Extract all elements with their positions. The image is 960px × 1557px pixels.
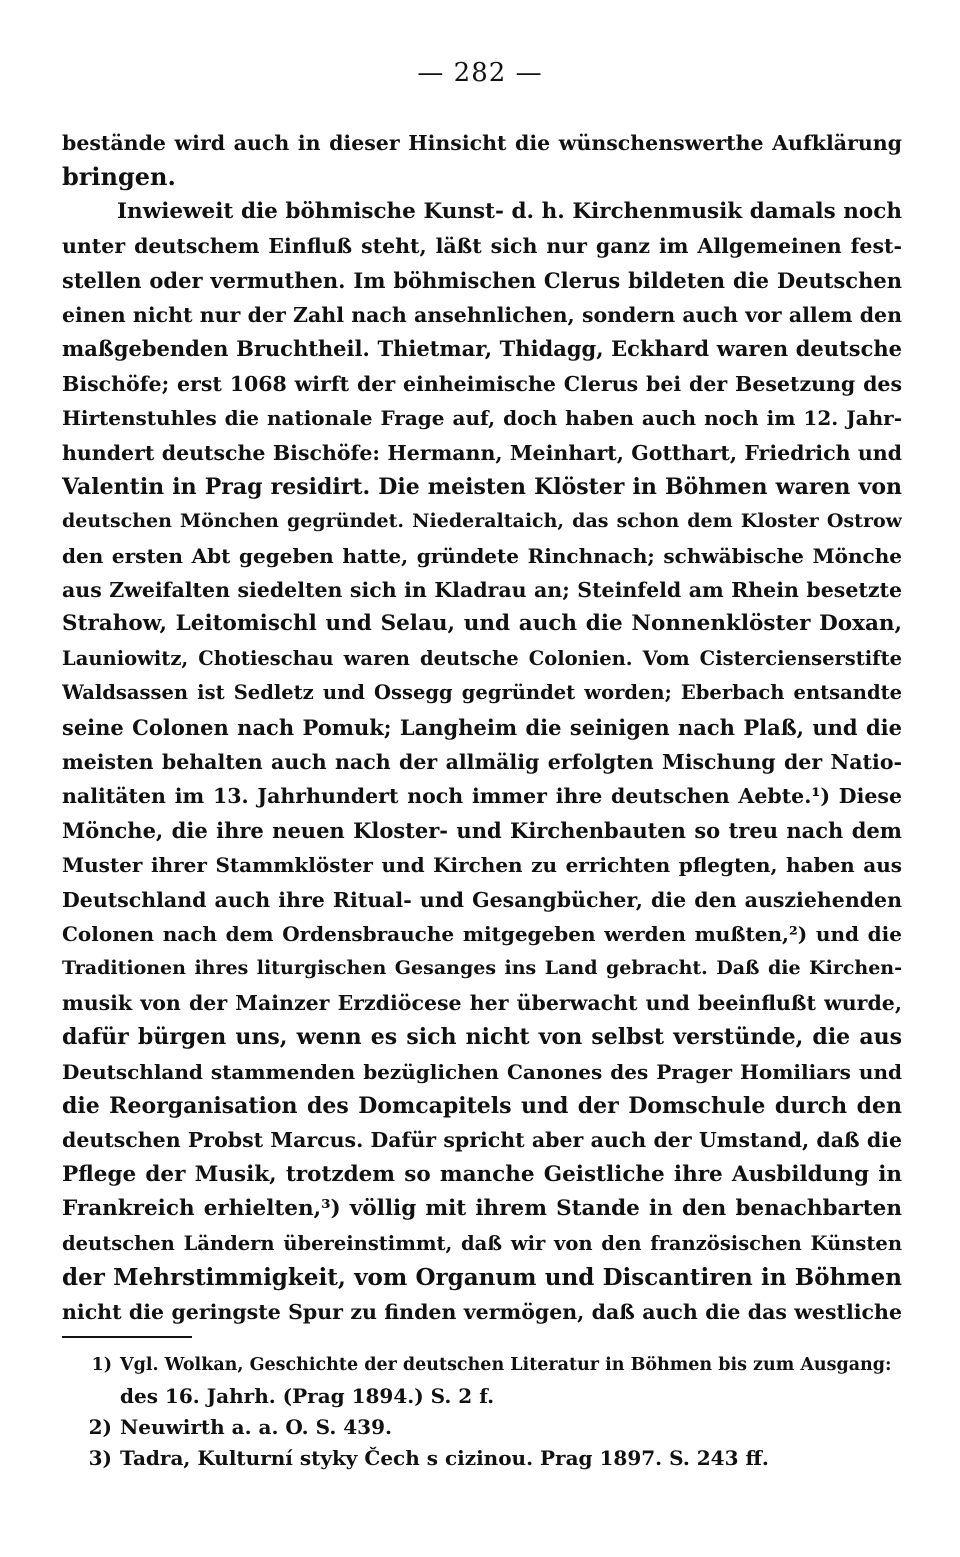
- body-text: [62, 126, 902, 1330]
- text-line: aus Zweifalten siedelten sich in Kladrau an; Steinfeld am Rhein besetzte: [62, 578, 902, 603]
- text-line: Frankreich erhielten,³) völlig mit ihrem Stande in den benachbarten: [62, 1196, 902, 1222]
- text-line: stellen oder vermuthen. Im böhmischen Clerus bildeten die Deutschen: [62, 267, 902, 293]
- text-line: Launiowitz, Chotieschau waren deutsche Colonien. Vom Cistercienserstifte: [62, 646, 902, 670]
- text-line: unter deutschem Einfluß steht, läßt sich nur ganz im Allgemeinen fest-: [62, 234, 902, 259]
- footnote-number: 1): [91, 1355, 112, 1375]
- footnote-number: 3): [88, 1446, 112, 1470]
- text-line: Waldsassen ist Sedletz und Ossegg gegründet worden; Eberbach entsandte: [62, 681, 902, 705]
- text-line: Bischöfe; erst 1068 wirft der einheimische Clerus bei der Besetzung des: [62, 371, 902, 396]
- text-line: Traditionen ihres liturgischen Gesanges ins Land gebracht. Daß die Kirchen-: [62, 957, 902, 980]
- text-line: Mönche, die ihre neuen Kloster- und Kirchenbauten so treu nach dem: [62, 817, 902, 843]
- text-line: Hirtenstuhles die nationale Frage auf, doch haben auch noch im 12. Jahr-: [62, 406, 902, 431]
- text-line: maßgebenden Bruchtheil. Thietmar, Thidagg, Eckhard waren deutsche: [62, 336, 902, 362]
- text-line: seine Colonen nach Pomuk; Langheim die seinigen nach Plaß, und die: [62, 714, 902, 740]
- footnote-line: [62, 1381, 902, 1412]
- text-line: deutschen Probst Marcus. Dafür spricht aber auch der Umstand, daß die: [62, 1128, 902, 1153]
- text-line: dafür bürgen uns, wenn es sich nicht von selbst verstünde, die aus: [62, 1024, 902, 1051]
- text-line: deutschen Mönchen gegründet. Niederaltaich, das schon dem Kloster Ostrow: [62, 510, 902, 533]
- footnote-number: 2): [88, 1415, 112, 1439]
- footnote-text: Tadra, Kulturní styky Čech s cizinou. Prag 1897. S. 243 ff.: [120, 1446, 769, 1470]
- text-line: Deutschland stammenden bezüglichen Canones des Prager Homiliars und: [62, 1059, 902, 1084]
- text-line: musik von der Mainzer Erzdiöcese her überwacht und beeinflußt wurde,: [62, 990, 902, 1015]
- text-line: den ersten Abt gegeben hatte, gründete Rinchnach; schwäbische Mönche: [62, 543, 902, 568]
- footnote-text: Vgl. Wolkan, Geschichte der deutschen Literatur in Böhmen bis zum Ausgang:: [120, 1355, 892, 1375]
- footnotes: [62, 1350, 902, 1474]
- footnote-text: Neuwirth a. a. O. S. 439.: [120, 1415, 392, 1439]
- text-line: hundert deutsche Bischöfe: Hermann, Meinhart, Gotthart, Friedrich und: [62, 440, 902, 465]
- text-line: nalitäten im 13. Jahrhundert noch immer ihre deutschen Aebte.¹) Diese: [62, 784, 902, 809]
- text-line: Pflege der Musik, trotzdem so manche Geistliche ihre Ausbildung in: [62, 1161, 902, 1187]
- footnote-rule: [62, 1336, 192, 1338]
- text-line: Inwieweit die böhmische Kunst- d. h. Kirchenmusik damals noch: [117, 198, 902, 224]
- text-line: Muster ihrer Stammklöster und Kirchen zu errichten pflegten, haben aus: [62, 853, 902, 878]
- footnote-line: [62, 1443, 902, 1474]
- text-line: der Mehrstimmigkeit, vom Organum und Discantiren in Böhmen: [62, 1263, 902, 1291]
- text-line: deutschen Ländern übereinstimmt, daß wir von den französischen Künsten: [62, 1231, 902, 1255]
- footnote-text: des 16. Jahrh. (Prag 1894.) S. 2 f.: [120, 1384, 495, 1408]
- text-line: bestände wird auch in dieser Hinsicht die wünschenswerthe Aufklärung: [62, 131, 902, 155]
- text-line: nicht die geringste Spur zu finden vermögen, daß auch die das westliche: [62, 1300, 902, 1325]
- text-line: bringen.: [62, 162, 176, 192]
- text-line: Strahow, Leitomischl und Selau, und auch die Nonnenklöster Doxan,: [62, 611, 902, 637]
- text-line: einen nicht nur der Zahl nach ansehnlichen, sondern auch vor allem den: [62, 302, 902, 327]
- text-line: Valentin in Prag residirt. Die meisten Klöster in Böhmen waren von: [62, 473, 902, 500]
- text-line: Colonen nach dem Ordensbrauche mitgegeben werden mußten,²) und die: [62, 921, 902, 946]
- text-line: die Reorganisation des Domcapitels und der Domschule durch den: [62, 1092, 902, 1119]
- text-line: meisten behalten auch nach der allmälig erfolgten Mischung der Natio-: [62, 750, 902, 775]
- footnote-line: [62, 1350, 902, 1381]
- text-line: Deutschland auch ihre Ritual- und Gesangbücher, die den ausziehenden: [62, 887, 902, 912]
- page-number: — 282 —: [417, 58, 543, 88]
- footnote-line: [62, 1412, 902, 1443]
